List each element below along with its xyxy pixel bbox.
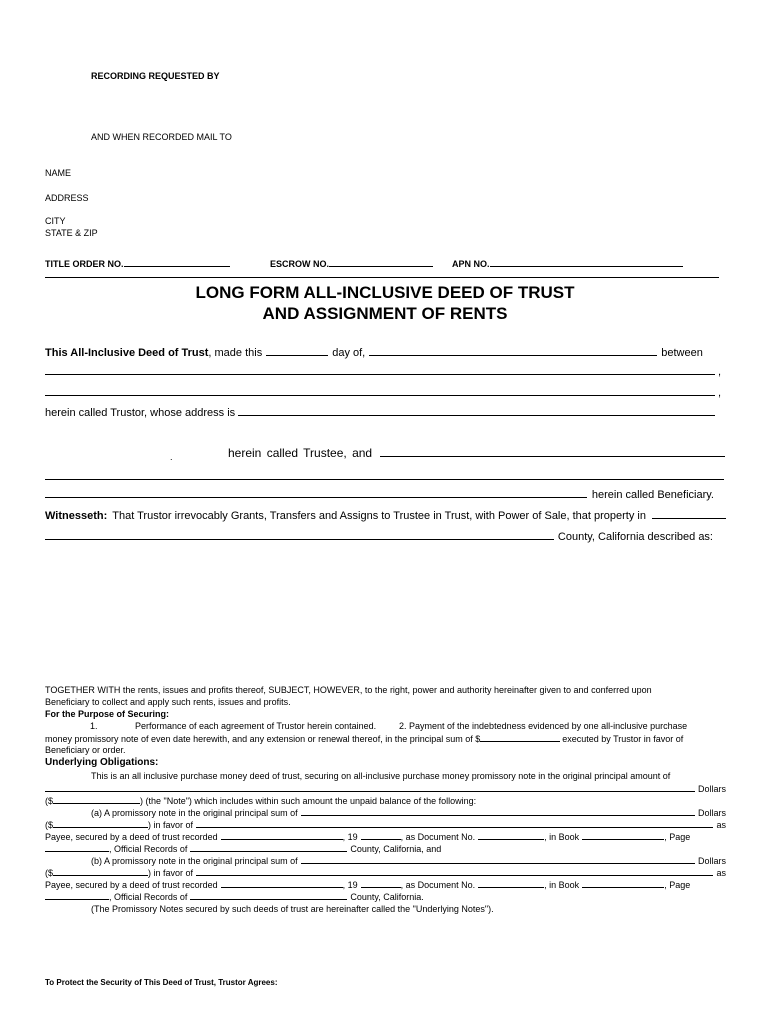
- escrow-blank[interactable]: [329, 256, 433, 267]
- principal-sum-blank[interactable]: [480, 733, 560, 742]
- note-paren-text: ) (the "Note") which includes within such amount the unpaid balance of the following:: [140, 796, 477, 806]
- note-a-records-line: [45, 843, 441, 854]
- witnesseth-line: [45, 509, 726, 522]
- city-label: CITY: [45, 216, 66, 226]
- stray-dot: .: [170, 452, 173, 462]
- county-label: County, California described as:: [557, 531, 713, 543]
- note-a-book-blank[interactable]: [582, 831, 664, 840]
- apn-blank[interactable]: [490, 256, 683, 267]
- beneficiary-line: [45, 488, 714, 501]
- note-b-book-blank[interactable]: [582, 879, 664, 888]
- document-title-line1: LONG FORM ALL-INCLUSIVE DEED OF TRUST: [195, 283, 575, 302]
- dollars-label-a: Dollars: [697, 808, 726, 818]
- note-b-recorded-line: [45, 879, 690, 890]
- trust-intro-line: [45, 345, 724, 359]
- note-a-payee-blank[interactable]: [196, 819, 713, 828]
- trustor-address-blank[interactable]: [238, 406, 715, 416]
- trustor-address-label: herein called Trustor, whose address is: [45, 407, 236, 419]
- note-a-favor-line: [45, 819, 726, 830]
- note-b-sum-blank[interactable]: [301, 855, 695, 864]
- note-b-text: (b) A promissory note in the original principal sum of: [91, 856, 298, 866]
- address-label: ADDRESS: [45, 193, 89, 203]
- document-title-line2: AND ASSIGNMENT OF RENTS: [262, 304, 508, 323]
- name-label: NAME: [45, 168, 72, 178]
- obligations-heading: Underlying Obligations:: [45, 757, 159, 768]
- note-b-recorded-date-blank[interactable]: [221, 879, 343, 888]
- trustor-address-line: [45, 406, 715, 419]
- county-ca-and: County, California, and: [350, 844, 442, 854]
- purpose-item1: Performance of each agreement of Trustor herein contained.: [135, 721, 377, 731]
- obligations-closing: (The Promissory Notes secured by such deeds of trust are hereinafter called the "Underlying Notes").: [91, 904, 494, 914]
- note-a-page-blank[interactable]: [45, 843, 109, 852]
- comma-1: ,: [717, 366, 721, 378]
- note-a-recorded-date-blank[interactable]: [221, 831, 343, 840]
- note-b-year-blank[interactable]: [361, 879, 401, 888]
- as-label-a: as: [716, 820, 726, 830]
- payee-label-b: Payee, secured by a deed of trust recorded: [45, 880, 218, 890]
- witnesseth-label: Witnesseth:: [45, 510, 108, 522]
- trustor-name-blank-2[interactable]: [45, 386, 715, 396]
- as-label-b: as: [716, 868, 726, 878]
- in-book-b: , in Book: [544, 880, 580, 890]
- nineteen-b: , 19: [342, 880, 358, 890]
- month-year-blank[interactable]: [369, 345, 657, 356]
- note-amount-blank[interactable]: [53, 795, 140, 804]
- title-order-field: [45, 256, 230, 269]
- trustor-name-line-2: [45, 386, 721, 399]
- dollar-paren-1: ($: [45, 796, 54, 806]
- state-zip-label: STATE & ZIP: [45, 228, 98, 238]
- payee-label-a: Payee, secured by a deed of trust recorded: [45, 832, 218, 842]
- note-amount-line: [45, 795, 476, 806]
- note-a-year-blank[interactable]: [361, 831, 401, 840]
- comma-2: ,: [717, 387, 721, 399]
- day-blank[interactable]: [266, 345, 328, 356]
- dollars-label-b: Dollars: [697, 856, 726, 866]
- title-order-blank[interactable]: [124, 256, 230, 267]
- beneficiary-label: herein called Beneficiary.: [591, 489, 714, 501]
- page-a: , Page: [664, 832, 691, 842]
- note-a-line: [91, 807, 726, 818]
- escrow-label: ESCROW NO.: [270, 259, 330, 269]
- dollar-paren-a: ($: [45, 820, 54, 830]
- note-b-records-line: [45, 891, 424, 902]
- between-label: between: [661, 347, 703, 359]
- note-a-doc-no-blank[interactable]: [478, 831, 544, 840]
- trustee-label: herein called Trustee, and: [228, 446, 373, 460]
- county-line: [45, 530, 713, 543]
- apn-field: [452, 256, 683, 269]
- official-records-b: , Official Records of: [109, 892, 188, 902]
- day-of-label: day of,: [332, 347, 366, 359]
- note-b-amount-blank[interactable]: [53, 867, 148, 876]
- beneficiary-blank-1[interactable]: [45, 479, 724, 480]
- note-b-county-blank[interactable]: [190, 891, 347, 900]
- in-book-a: , in Book: [544, 832, 580, 842]
- total-amount-line: [45, 783, 726, 794]
- purpose-item2: 2. Payment of the indebtedness evidenced by one all-inclusive purchase: [399, 721, 688, 731]
- note-a-sum-blank[interactable]: [301, 807, 695, 816]
- title-order-label: TITLE ORDER NO.: [45, 259, 124, 269]
- trustor-name-line-1: [45, 365, 721, 378]
- beneficiary-blank-2[interactable]: [45, 488, 587, 498]
- purpose-line2-b: executed by Trustor in favor of: [562, 734, 684, 744]
- in-favor-a: ) in favor of: [148, 820, 194, 830]
- obligations-intro: This is an all inclusive purchase money deed of trust, securing on all-inclusive purchase money promissory note in the original principal amount of: [91, 771, 671, 781]
- county-ca: County, California.: [350, 892, 424, 902]
- dollar-paren-b: ($: [45, 868, 54, 878]
- purpose-heading: For the Purpose of Securing:: [45, 709, 170, 719]
- purpose-line-2: [45, 733, 726, 744]
- as-doc-a: , as Document No.: [400, 832, 476, 842]
- header-divider: [45, 277, 719, 278]
- purpose-line2-a: money promissory note of even date herewith, and any extension or renewal thereof, in the principal sum of $: [45, 734, 481, 744]
- in-favor-b: ) in favor of: [148, 868, 194, 878]
- purpose-item1-num: 1.: [90, 721, 98, 731]
- when-recorded-mail-to: AND WHEN RECORDED MAIL TO: [91, 132, 232, 142]
- county-blank[interactable]: [45, 530, 554, 540]
- official-records-a: , Official Records of: [109, 844, 188, 854]
- note-a-county-blank[interactable]: [190, 843, 347, 852]
- recording-requested-by: RECORDING REQUESTED BY: [91, 71, 220, 81]
- total-amount-words-blank[interactable]: [45, 783, 695, 792]
- protect-security-heading: To Protect the Security of This Deed of Trust, Trustor Agrees:: [45, 978, 278, 987]
- note-b-line: [91, 855, 726, 866]
- note-a-amount-blank[interactable]: [53, 819, 148, 828]
- note-b-page-blank[interactable]: [45, 891, 109, 900]
- note-a-recorded-line: [45, 831, 690, 842]
- witnesseth-text: That Trustor irrevocably Grants, Transfers and Assigns to Trustee in Trust, with Power of Sale, that property in: [112, 510, 646, 522]
- note-b-favor-line: [45, 867, 726, 878]
- property-location-blank[interactable]: [652, 509, 726, 519]
- escrow-field: [270, 256, 433, 269]
- note-b-payee-blank[interactable]: [196, 867, 713, 876]
- purpose-line-3: Beneficiary or order.: [45, 745, 126, 755]
- together-line-1: TOGETHER WITH the rents, issues and profits thereof, SUBJECT, HOWEVER, to the right, power and authority hereinafter given to and conferred upon: [45, 685, 652, 695]
- made-this-label: , made this: [208, 347, 263, 359]
- dollars-label-1: Dollars: [697, 784, 726, 794]
- trustee-blank[interactable]: [380, 447, 725, 457]
- intro-bold: This All-Inclusive Deed of Trust: [45, 347, 209, 359]
- as-doc-b: , as Document No.: [400, 880, 476, 890]
- trustee-line: [228, 446, 725, 460]
- page-b: , Page: [664, 880, 691, 890]
- note-a-text: (a) A promissory note in the original principal sum of: [91, 808, 298, 818]
- trustor-name-blank-1[interactable]: [45, 365, 715, 375]
- note-b-doc-no-blank[interactable]: [478, 879, 544, 888]
- together-line-2: Beneficiary to collect and apply such rents, issues and profits.: [45, 697, 291, 707]
- nineteen-a: , 19: [342, 832, 358, 842]
- apn-label: APN NO.: [452, 259, 490, 269]
